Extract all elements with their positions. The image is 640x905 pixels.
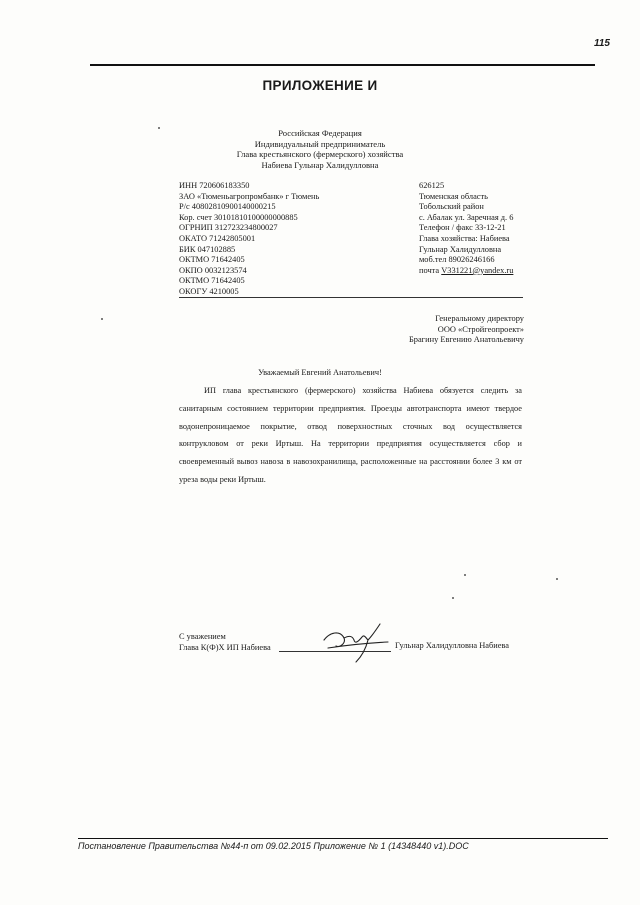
address-line: Тобольский район — [419, 202, 484, 212]
org-line: Индивидуальный предприниматель — [254, 138, 386, 149]
requisite-line: ИНН 720606183350 — [179, 181, 250, 190]
requisite-line: БИК 047102885 — [179, 244, 236, 254]
address-line: с. Абалак ул. Заречная д. 6 — [419, 212, 514, 222]
address-line: Глава хозяйства: Набиева — [419, 233, 510, 243]
requisite-line: ОГРНИП 312723234800027 — [179, 223, 278, 233]
address-line: Гульнар Халидулловна — [419, 244, 502, 254]
requisite-line: ОКТМО 71642405 — [179, 255, 245, 265]
addressee-line: ООО «Стройгеопроект» — [437, 324, 524, 334]
org-line: Российская Федерация — [278, 128, 362, 138]
address-line: Тюменская область — [419, 191, 488, 201]
requisite-line: Р/с 40802810900140000215 — [179, 202, 276, 212]
header-rule — [90, 64, 595, 66]
email-label: почта — [419, 265, 442, 275]
handwritten-signature-icon — [318, 618, 398, 668]
address-line: 626125 — [419, 181, 445, 190]
requisite-line: ОКТМО 71642405 — [179, 276, 245, 286]
signer-name: Гульнар Халидулловна Набиева — [395, 641, 509, 650]
letter-body: ИП глава крестьянского (фермерского) хозяйства Набиева обязуется следить за санитарным состоянием территории предприятия. Проезды автотранспорта имеют твердое водонепроницаемое покрытие, отвод поверхностных сточных вод осуществляется контрукловом от реки Иртыш. На территории предприятия осуществляется сбор и своевременный вывоз навоза в навозохранилища, расположенные на расстоянии более 3 км от уреза воды реки Иртыш. — [179, 386, 522, 484]
requisite-line: ОКОГУ 4210005 — [179, 286, 239, 296]
page-number: 115 — [594, 38, 610, 49]
closing-block — [179, 632, 271, 653]
scan-speck — [452, 597, 454, 599]
email-link[interactable]: V331221@yandex.ru — [441, 265, 514, 275]
bank-requisites — [179, 181, 319, 298]
scan-speck — [158, 127, 160, 129]
requisite-line: ОКПО 0032123574 — [179, 265, 247, 275]
footer-caption: Постановление Правительства №44-п от 09.02.2015 Приложение № 1 (14348440 v1).DOC — [78, 841, 469, 851]
scan-speck — [464, 574, 466, 576]
addressee-line: Генеральному директору — [435, 314, 524, 323]
organization-header — [0, 128, 640, 170]
scan-speck — [556, 578, 558, 580]
closing-line: С уважением — [179, 632, 226, 641]
requisites-divider — [179, 297, 523, 298]
appendix-title: ПРИЛОЖЕНИЕ И — [262, 78, 378, 93]
closing-signatory: Глава К(Ф)Х ИП Набиева — [179, 642, 271, 652]
addressee-block — [409, 314, 524, 346]
requisite-line: ОКАТО 71242805001 — [179, 233, 256, 243]
addressee-line: Брагину Евгению Анатольевичу — [408, 335, 524, 344]
footer-rule — [78, 838, 608, 839]
address-line: Телефон / факс 33-12-21 — [419, 223, 506, 233]
org-line: Набиева Гульнар Халидулловна — [261, 159, 379, 170]
address-line: моб.тел 89026246166 — [419, 255, 495, 265]
requisite-line: Кор. счет 30101810100000000885 — [179, 212, 298, 222]
salutation: Уважаемый Евгений Анатольевич! — [258, 368, 382, 377]
contact-address — [419, 181, 513, 276]
scan-speck — [101, 318, 103, 320]
email-line — [419, 266, 513, 277]
requisite-line: ЗАО «Тюменьагропромбанк» г Тюмень — [179, 191, 320, 201]
org-line: Глава крестьянского (фермерского) хозяйства — [236, 149, 404, 159]
